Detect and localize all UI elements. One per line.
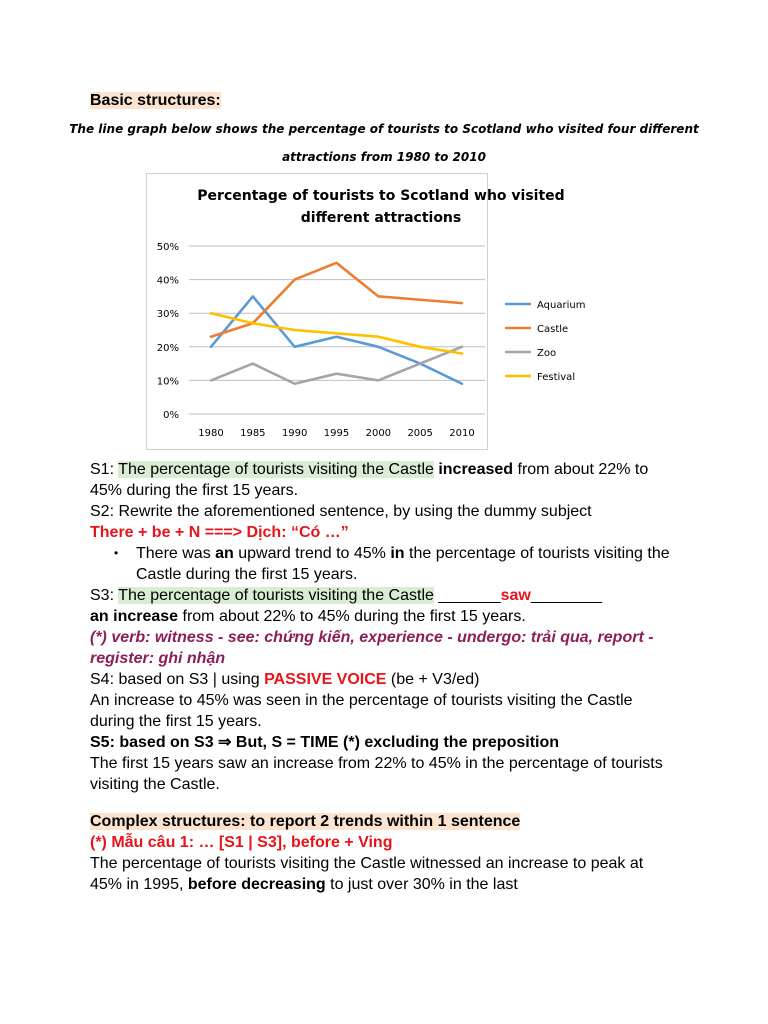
- chart-title-line-1: Percentage of tourists to Scotland who visited: [197, 188, 565, 204]
- dummy-subject-formula: There + be + N ===> Dịch: “Có …”: [90, 524, 349, 541]
- legend-label-castle: Castle: [537, 324, 569, 335]
- y-tick-label: 40%: [156, 275, 179, 287]
- s3-paragraph: S3: The percentage of tourists visiting the Castle _______saw________ an increase from about 22% to 45% during the first 15 years.: [90, 587, 603, 625]
- bullet-dot-icon: •: [114, 546, 119, 560]
- series-line-aquarium: [211, 296, 462, 383]
- basic-structures-heading: Basic structures:: [90, 92, 221, 109]
- s5-example: The first 15 years saw an increase from 22% to 45% in the percentage of tourists visiting the Castle.: [90, 755, 663, 793]
- pattern-1-example: The percentage of tourists visiting the Castle witnessed an increase to peak at 45% in 1995, before decreasing to just over 30% in the last: [90, 855, 644, 893]
- complex-structures-heading: Complex structures: to report 2 trends within 1 sentence: [90, 813, 521, 830]
- x-tick-label: 1985: [240, 428, 266, 439]
- x-tick-label: 1990: [281, 428, 308, 439]
- legend-label-festival: Festival: [537, 372, 576, 383]
- y-tick-label: 10%: [156, 376, 179, 388]
- chart-title-line-2: different attractions: [300, 210, 462, 226]
- chart-caption-line-1: The line graph below shows the percentage of tourists to Scotland who visited four different: [69, 122, 699, 136]
- x-tick-label: 2010: [449, 428, 475, 439]
- s2-paragraph: S2: Rewrite the aforementioned sentence, by using the dummy subject: [90, 503, 592, 520]
- x-tick-label: 1995: [323, 428, 350, 439]
- s4-example: An increase to 45% was seen in the percentage of tourists visiting the Castle during the first 15 years.: [90, 692, 633, 730]
- y-tick-label: 20%: [156, 342, 179, 354]
- x-tick-label: 2005: [407, 428, 433, 439]
- x-tick-label: 1980: [198, 428, 224, 439]
- y-tick-label: 30%: [156, 309, 179, 321]
- s5-heading: S5: based on S3 ⇒ But, S = TIME (*) excluding the preposition: [90, 734, 560, 751]
- legend-label-aquarium: Aquarium: [537, 300, 586, 311]
- verb-synonyms-note: (*) verb: witness - see: chứng kiến, experience - undergo: trải qua, report - register: ghi nhận: [90, 629, 654, 667]
- y-tick-label: 0%: [163, 410, 179, 421]
- s1-paragraph: S1: The percentage of tourists visiting the Castle increased from about 22% to 45% during the first 15 years.: [90, 461, 649, 499]
- chart-caption-line-2: attractions from 1980 to 2010: [282, 150, 486, 164]
- x-tick-label: 2000: [365, 428, 392, 439]
- line-chart-svg: [147, 174, 586, 449]
- s4-paragraph: S4: based on S3 | using PASSIVE VOICE (be + V3/ed): [90, 671, 480, 688]
- line-chart: [146, 173, 586, 450]
- pattern-1-heading: (*) Mẫu câu 1: … [S1 | S3], before + Ving: [90, 834, 393, 851]
- y-tick-label: 50%: [156, 242, 179, 253]
- s2-bullet-item: • There was an upward trend to 45% in the percentage of tourists visiting the Castle during the first 15 years.: [114, 545, 670, 583]
- legend-label-zoo: Zoo: [537, 348, 557, 359]
